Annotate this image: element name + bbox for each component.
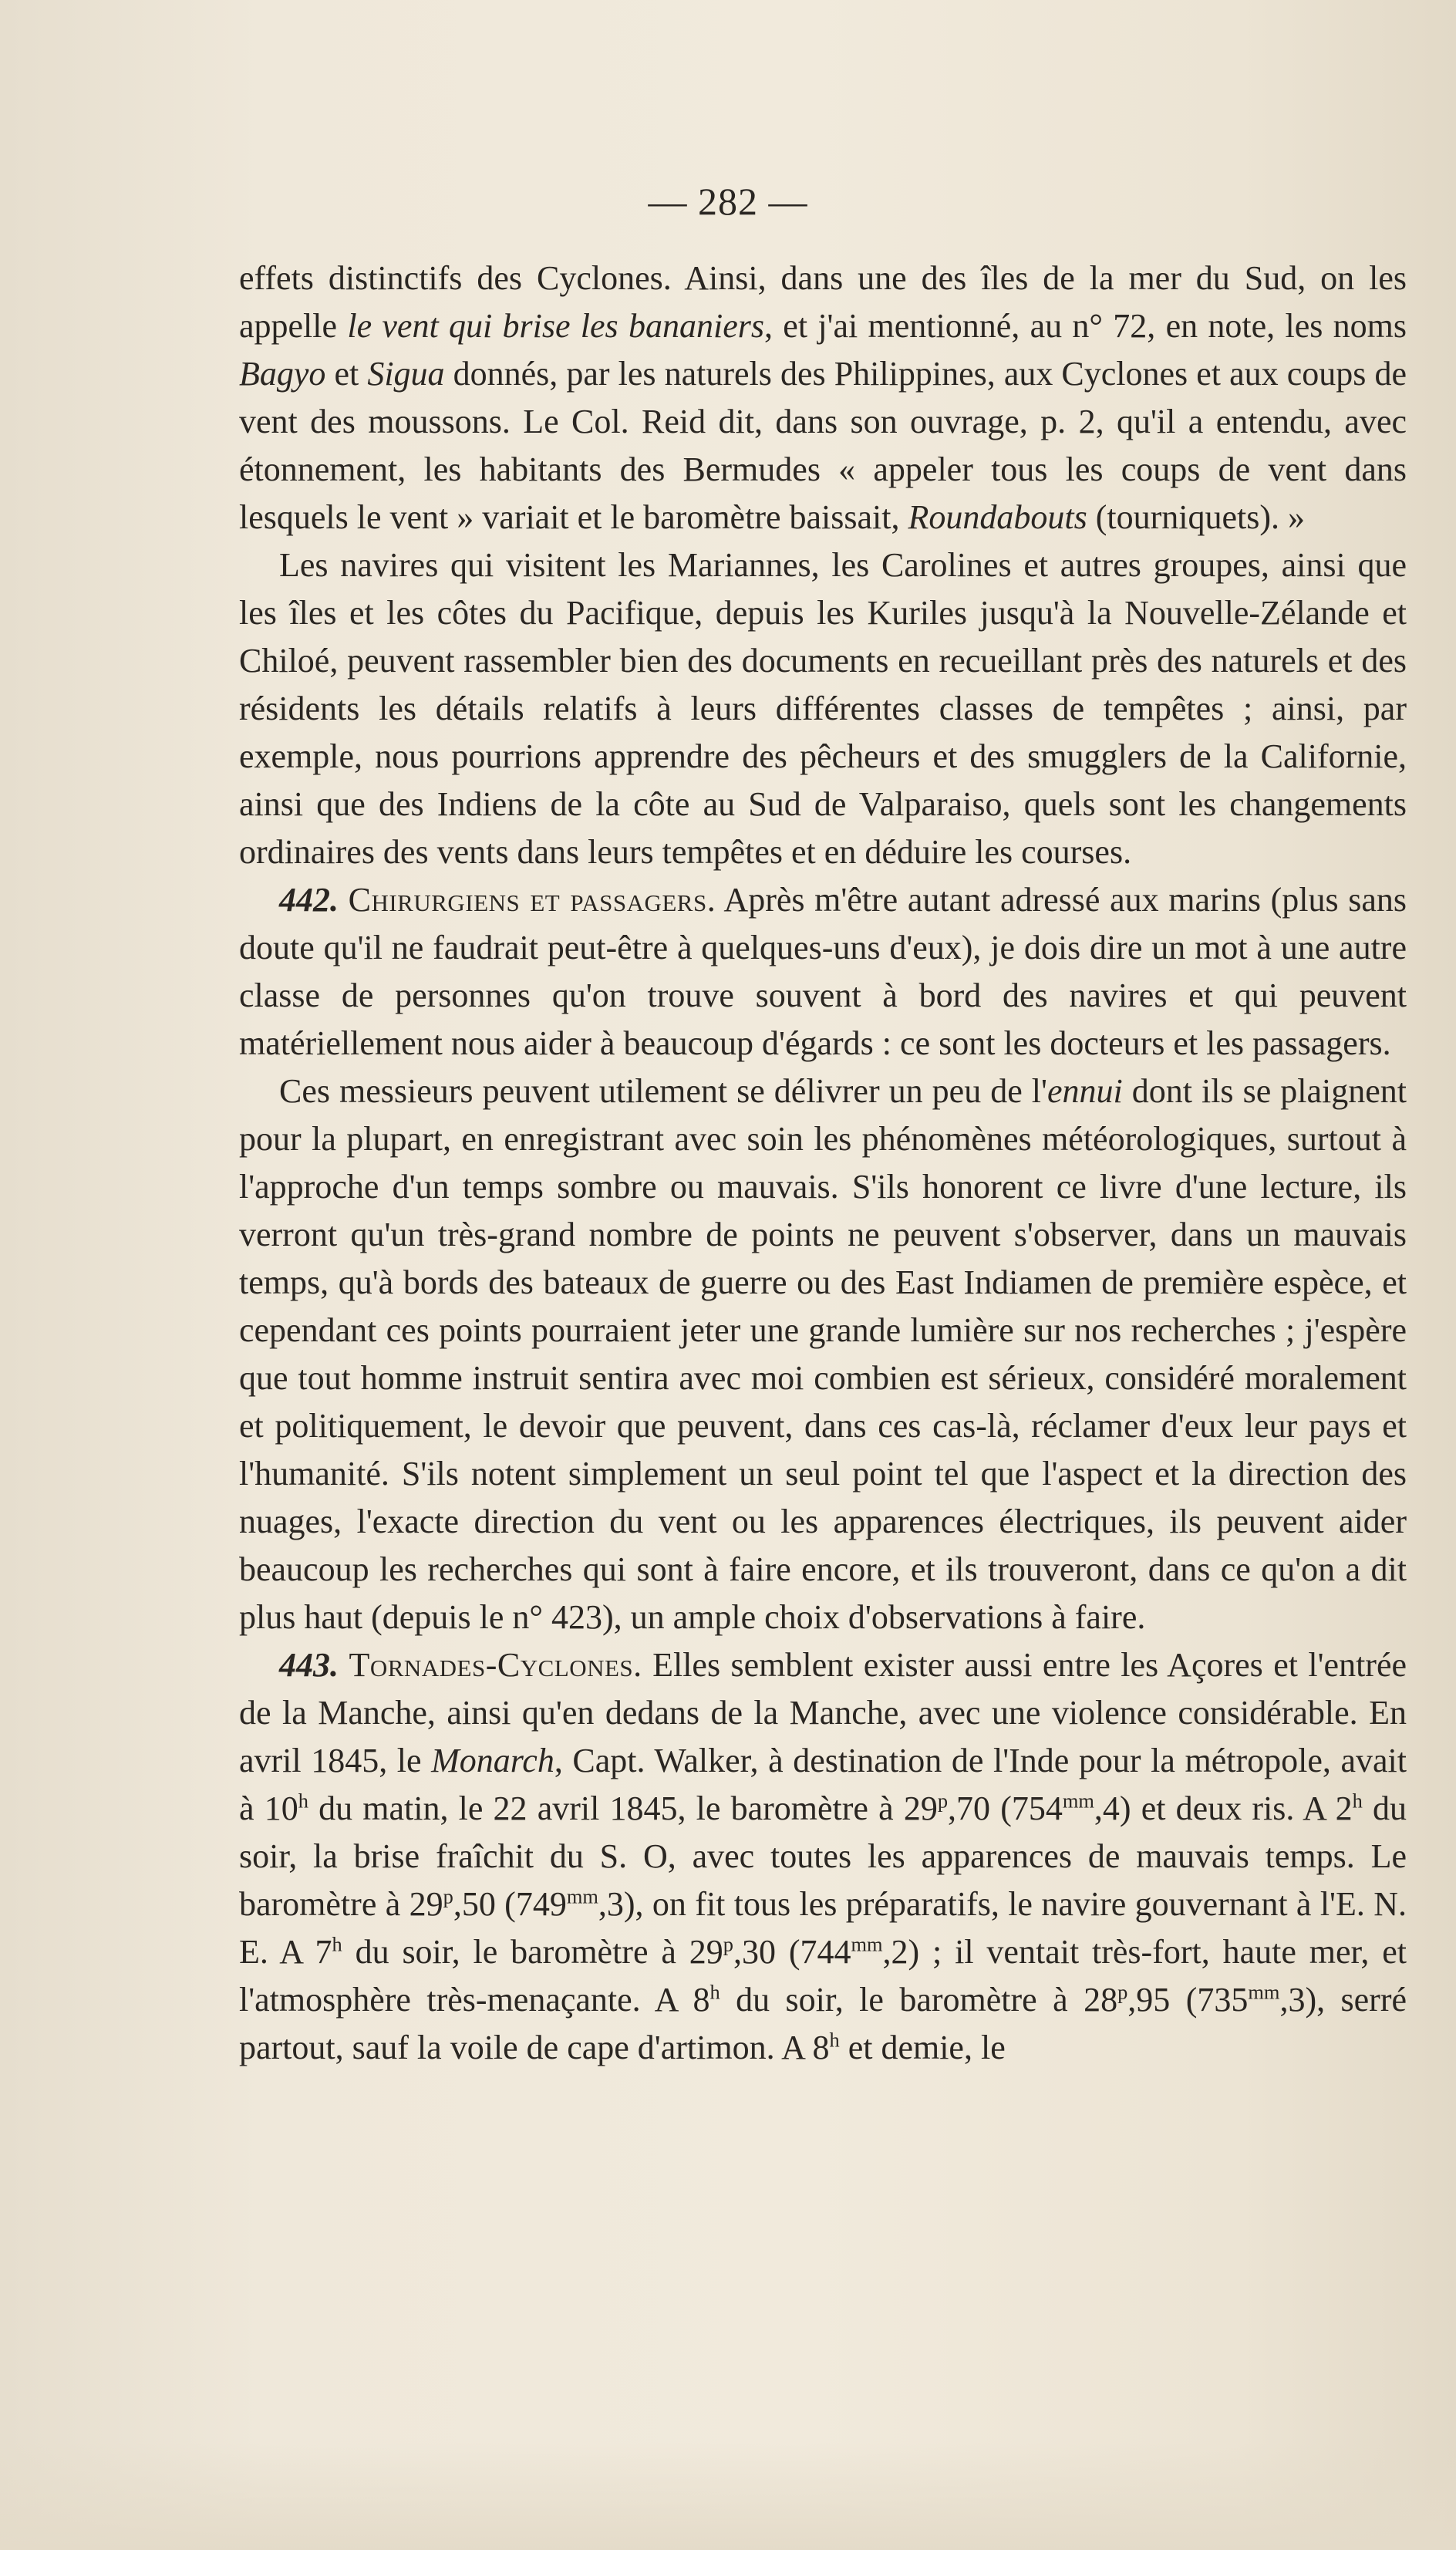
text-run: Ces messieurs peuvent utilement se délivrer un peu de l' [279, 1072, 1047, 1110]
paragraph-cyclone-names [239, 255, 1407, 541]
unit-superscript: mm [1062, 1789, 1094, 1813]
italic-phrase: le vent qui brise les bananiers [347, 307, 764, 345]
text-run: ,70 (754 [948, 1789, 1063, 1827]
text-run: ,3), serré partout, sauf la voile de cape d'artimon. A 8 [239, 1981, 1407, 2066]
section-443 [239, 1641, 1407, 2072]
text-run: , et j'ai mentionné, au n° 72, en note, les noms [763, 307, 1407, 345]
text-run: ,2) ; il ventait très-fort, haute mer, et l'atmosphère très-menaçante. A 8 [239, 1933, 1407, 2019]
unit-superscript: mm [851, 1932, 883, 1956]
unit-superscript: p [723, 1932, 733, 1956]
italic-word: Sigua [367, 355, 445, 393]
unit-superscript: h [829, 2028, 840, 2052]
text-run: ,4) et deux ris. A 2 [1094, 1789, 1353, 1827]
text-run: ,30 (744 [733, 1933, 851, 1971]
section-heading: Chirurgiens et passagers. [348, 881, 716, 919]
unit-superscript: h [298, 1789, 308, 1813]
text-run: du matin, le 22 avril 1845, le baromètre à 29 [308, 1789, 938, 1827]
section-442 [239, 876, 1407, 1068]
text-run: du soir, le baromètre à 29 [342, 1933, 723, 1971]
italic-word: Roundabouts [908, 498, 1087, 536]
unit-superscript: h [332, 1932, 342, 1956]
text-run: du soir, la brise fraîchit du S. O, avec toutes les apparences de mauvais temps. Le baromètre à 29 [239, 1789, 1407, 1923]
text-run: , Capt. Walker, à destination de l'Inde pour la métropole, avait à 10 [239, 1742, 1407, 1827]
text-run: ,3), on fit tous les préparatifs, le navire gouvernant à l'E. N. E. A 7 [239, 1885, 1407, 1971]
text-run: donnés, par les naturels des Philippines, aux Cyclones et aux coups de vent des moussons. Le Col. Reid dit, dans son ouvrage, p. 2, qu'il a entendu, avec étonnement, les habitants des Bermudes « appeler tous les coups de vent dans lesquels le vent » variait et le baromètre baissait, [239, 355, 1407, 536]
paragraph-passengers [239, 1068, 1407, 1641]
unit-superscript: h [709, 1980, 720, 2004]
text-run: ,50 (749 [453, 1885, 567, 1923]
text-run: (tourniquets). » [1087, 498, 1306, 536]
unit-superscript: mm [1248, 1980, 1280, 2004]
ship-name: Monarch [431, 1742, 554, 1779]
page-number: — 282 — [648, 180, 808, 223]
unit-superscript: p [1117, 1980, 1128, 2004]
text-run: Elles semblent exister aussi entre les Açores et l'entrée de la Manche, ainsi qu'en dedans de la Manche, avec une violence considérable. En avril 1845, le [239, 1646, 1407, 1779]
text-run: effets distinctifs des Cyclones. Ainsi, dans une des îles de la mer du Sud, on les appelle [239, 259, 1407, 345]
text-run: et [325, 355, 368, 393]
unit-superscript: mm [566, 1884, 598, 1908]
text-run: et demie, le [839, 2029, 1006, 2066]
text-run: dont ils se plaignent pour la plupart, en enregistrant avec soin les phénomènes météorologiques, surtout à l'approche d'un temps sombre ou mauvais. S'ils honorent ce livre d'une lecture, ils verront qu'un très-grand nombre de points ne peuvent s'observer, dans un mauvais temps, qu'à bords des bateaux de guerre ou des East Indiamen de première espèce, et cependant ces points pourraient jeter une grande lumière sur nos recherches ; j'espère que tout homme instruit sentira avec moi combien est sérieux, considéré moralement et politiquement, le devoir que peuvent, dans ces cas-là, réclamer d'eux leur pays et l'humanité. S'ils notent simplement un seul point tel que l'aspect et la direction des nuages, l'exacte direction du vent ou les apparences électriques, ils peuvent aider beaucoup les recherches qui sont à faire encore, et ils trouveront, dans ce qu'on a dit plus haut (depuis le n° 423), un ample choix d'observations à faire. [239, 1072, 1407, 1636]
unit-superscript: h [1352, 1789, 1363, 1813]
section-number: 442. [279, 881, 339, 919]
text-run: Après m'être autant adressé aux marins (plus sans doute qu'il ne faudrait peut-être à quelques-uns d'eux), je dois dire un mot à une autre classe de personnes qu'on trouve souvent à bord des navires et qui peuvent matériellement nous aider à beaucoup d'égards : ce sont les docteurs et les passagers. [239, 881, 1407, 1062]
body-text [239, 255, 1407, 2072]
text-run: du soir, le baromètre à 28 [720, 1981, 1118, 2019]
italic-word: Bagyo [239, 355, 326, 393]
unit-superscript: p [443, 1884, 453, 1908]
unit-superscript: p [937, 1789, 949, 1813]
italic-word: ennui [1046, 1072, 1123, 1110]
text-run: ,95 (735 [1127, 1981, 1249, 2019]
section-number: 443. [279, 1646, 339, 1684]
section-heading: Tornades-Cyclones. [349, 1646, 642, 1684]
paragraph-pacific-ships: Les navires qui visitent les Mariannes, les Carolines et autres groupes, ainsi que les îles et les côtes du Pacifique, depuis les Kuriles jusqu'à la Nouvelle-Zélande et Chiloé, peuvent rassembler bien des documents en recueillant près des naturels et des résidents les détails relatifs à leurs différentes classes de tempêtes ; ainsi, par exemple, nous pourrions apprendre des pêcheurs et des smugglers de la Californie, ainsi que des Indiens de la côte au Sud de Valparaiso, quels sont les changements ordinaires des vents dans leurs tempêtes et en déduire les courses. [239, 546, 1407, 871]
